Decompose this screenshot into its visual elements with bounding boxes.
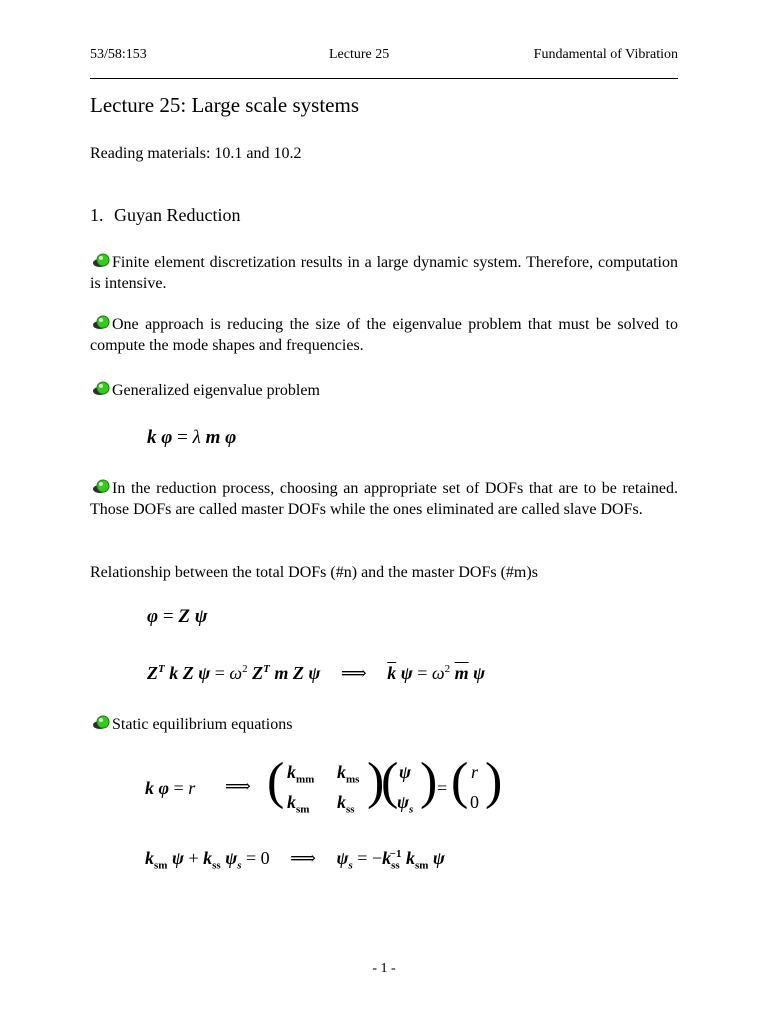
green-bullet-icon <box>90 479 112 495</box>
header-course-title: Fundamental of Vibration <box>533 47 678 62</box>
equation-eigenvalue: k φ = λ m φ <box>147 427 237 448</box>
equation-transformation: φ = Z ψ <box>147 606 208 627</box>
equation-reduced: $Z^T$ k Z $\psi = \omega^2$ $Z^T$ m Z ψ ⟹ $\overline{k}$ $\psi = \omega^2$ $\overline{m}$ ψ <box>147 663 486 683</box>
green-bullet-icon <box>90 715 112 731</box>
section-heading <box>90 205 240 226</box>
page-title: Lecture 25: Large scale systems <box>90 93 360 117</box>
bullet-paragraph-3: Generalized eigenvalue problem <box>90 380 320 401</box>
header-rule <box>90 78 678 79</box>
header-course-code: 53/58:153 <box>90 47 147 62</box>
equation-slave-dofs: $k_{sm}$ $\psi + k_{ss}$ $\psi_s = 0$ ⟹ $\psi_s = -k_{ss}^{-1}$ $k_{sm}$ ψ <box>145 848 445 872</box>
bullet-paragraph-5: Static equilibrium equations <box>90 714 292 735</box>
page-number: - 1 - <box>372 961 396 976</box>
header-lecture: Lecture 25 <box>329 47 390 62</box>
bullet-paragraph-1: Finite element discretization results in a large dynamic system. Therefore, computation is intensive. <box>90 254 678 292</box>
green-bullet-icon <box>90 315 112 331</box>
bullet-paragraph-2: One approach is reducing the size of the eigenvalue problem that must be solved to compute the mode shapes and frequencies. <box>90 316 678 354</box>
green-bullet-icon <box>90 253 112 269</box>
section-title: Guyan Reduction <box>114 205 241 225</box>
green-bullet-icon <box>90 381 112 397</box>
bullet-paragraph-4: In the reduction process, choosing an appropriate set of DOFs that are to be retained. Those DOFs are called master DOFs while the ones eliminated are called slave DOFs. <box>90 480 678 518</box>
reading-materials: Reading materials: 10.1 and 10.2 <box>90 145 302 162</box>
section-number: 1. <box>90 205 104 225</box>
relationship-text: Relationship between the total DOFs (#n) and the master DOFs (#m)s <box>90 564 538 581</box>
